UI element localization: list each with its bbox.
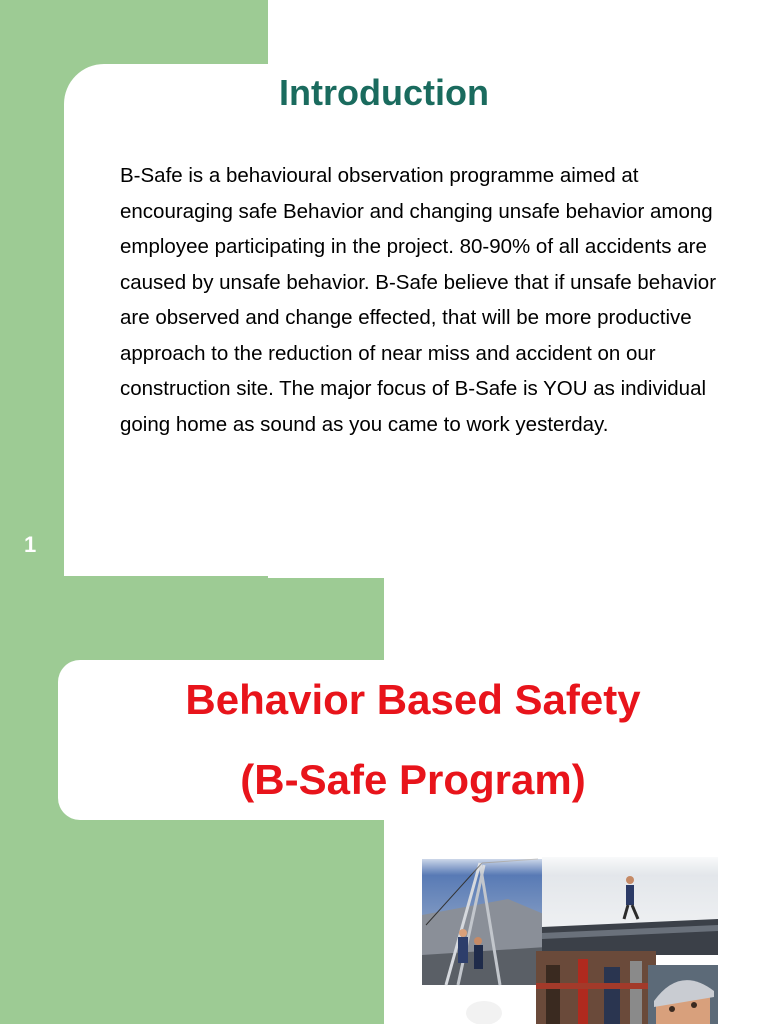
cover-title-line-1: Behavior Based Safety xyxy=(185,676,641,723)
slide-title: Introduction xyxy=(279,72,489,113)
construction-photo-collage xyxy=(418,855,718,1024)
cover-title-line-2: (B-Safe Program) xyxy=(240,756,586,803)
page-number: 1 xyxy=(24,532,37,557)
slide-body-text: B-Safe is a behavioural observation programme aimed at encouraging safe Behavior and changing unsafe behavior among employee participating in the project. 80-90% of all accidents are caused by unsafe behavior. B-Safe believe that if unsafe behavior are observed and change effected, that will be more productive approach to the reduction of near miss and accident on our construction site. The major focus of B-Safe is YOU as individual going home as sound as you came to work yesterday. xyxy=(120,164,717,436)
